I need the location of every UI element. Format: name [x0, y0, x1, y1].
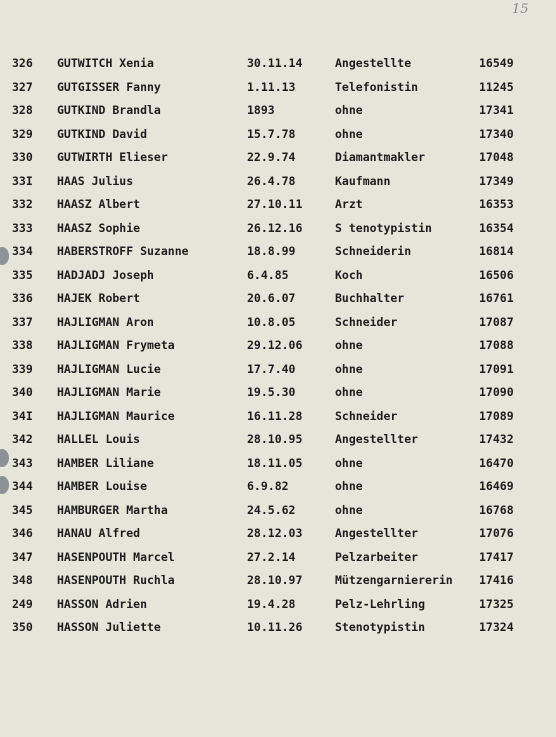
register-list [0, 52, 556, 640]
occupation: Koch [335, 267, 363, 282]
occupation: Diamantmakler [335, 150, 426, 164]
person-name: GUTWITCH Xenia [57, 56, 154, 70]
record-id: 17416 [479, 573, 514, 587]
birth-date: 19.5.30 [247, 385, 296, 399]
person-name: HADJADJ Joseph [57, 267, 154, 282]
birth-date: 1893 [247, 103, 275, 117]
occupation: ohne [335, 479, 363, 493]
occupation: Schneiderin [335, 244, 412, 258]
occupation: ohne [335, 385, 363, 399]
person-name: HAJLIGMAN Aron [57, 314, 154, 329]
person-name: HAJLIGMAN Marie [57, 385, 161, 399]
record-id: 17417 [479, 549, 514, 564]
birth-date: 10.11.26 [247, 620, 303, 634]
occupation: Pelzarbeiter [335, 549, 419, 564]
register-row [0, 287, 556, 311]
birth-date: 19.4.28 [247, 596, 296, 611]
birth-date: 29.12.06 [247, 338, 303, 352]
birth-date: 28.12.03 [247, 526, 303, 540]
occupation: Kaufmann [335, 173, 391, 188]
birth-date: 1.11.13 [247, 79, 296, 94]
occupation: Arzt [335, 197, 363, 211]
register-row [0, 569, 556, 593]
person-name: HABERSTROFF Suzanne [57, 244, 189, 258]
entry-number: 342 [12, 432, 33, 446]
entry-number: 333 [12, 220, 33, 235]
birth-date: 17.7.40 [247, 361, 296, 376]
page-number: 15 [512, 2, 529, 17]
register-row [0, 475, 556, 499]
birth-date: 27.2.14 [247, 549, 296, 564]
record-id: 17088 [479, 338, 514, 352]
entry-number: 345 [12, 502, 33, 517]
register-row [0, 358, 556, 382]
record-id: 17089 [479, 408, 514, 423]
entry-number: 347 [12, 549, 33, 564]
record-id: 17076 [479, 526, 514, 540]
record-id: 17340 [479, 126, 514, 141]
entry-number: 334 [12, 244, 33, 258]
register-row [0, 546, 556, 570]
entry-number: 344 [12, 479, 33, 493]
register-row [0, 311, 556, 335]
record-id: 17432 [479, 432, 514, 446]
record-id: 17349 [479, 173, 514, 188]
entry-number: 343 [12, 455, 33, 470]
person-name: GUTKIND Brandla [57, 103, 161, 117]
entry-number: 326 [12, 56, 33, 70]
person-name: HASENPOUTH Marcel [57, 549, 175, 564]
register-row [0, 593, 556, 617]
entry-number: 332 [12, 197, 33, 211]
register-row [0, 616, 556, 640]
occupation: Telefonistin [335, 79, 419, 94]
record-id: 16761 [479, 291, 514, 305]
occupation: Schneider [335, 314, 398, 329]
record-id: 16469 [479, 479, 514, 493]
occupation: Angestellter [335, 526, 419, 540]
occupation: ohne [335, 455, 363, 470]
entry-number: 339 [12, 361, 33, 376]
person-name: HAASZ Sophie [57, 220, 141, 235]
record-id: 17048 [479, 150, 514, 164]
person-name: HASSON Adrien [57, 596, 148, 611]
birth-date: 16.11.28 [247, 408, 303, 423]
person-name: HAJLIGMAN Maurice [57, 408, 175, 423]
birth-date: 15.7.78 [247, 126, 296, 141]
occupation: ohne [335, 103, 363, 117]
person-name: GUTWIRTH Elieser [57, 150, 168, 164]
register-row [0, 334, 556, 358]
record-id: 17087 [479, 314, 514, 329]
occupation: Schneider [335, 408, 398, 423]
birth-date: 22.9.74 [247, 150, 296, 164]
record-id: 17325 [479, 596, 514, 611]
occupation: Pelz-Lehrling [335, 596, 426, 611]
entry-number: 348 [12, 573, 33, 587]
occupation: S tenotypistin [335, 220, 432, 235]
entry-number: 346 [12, 526, 33, 540]
entry-number: 249 [12, 596, 33, 611]
entry-number: 33I [12, 173, 33, 188]
record-id: 16768 [479, 502, 514, 517]
person-name: HAASZ Albert [57, 197, 141, 211]
birth-date: 26.12.16 [247, 220, 303, 235]
birth-date: 27.10.11 [247, 197, 303, 211]
occupation: ohne [335, 361, 363, 376]
occupation: Buchhalter [335, 291, 405, 305]
person-name: HANAU Alfred [57, 526, 141, 540]
birth-date: 26.4.78 [247, 173, 296, 188]
register-row [0, 52, 556, 76]
register-row [0, 499, 556, 523]
register-row [0, 217, 556, 241]
occupation: Stenotypistin [335, 620, 426, 634]
record-id: 16506 [479, 267, 514, 282]
register-row [0, 240, 556, 264]
entry-number: 330 [12, 150, 33, 164]
birth-date: 10.8.05 [247, 314, 296, 329]
register-row [0, 428, 556, 452]
birth-date: 28.10.95 [247, 432, 303, 446]
person-name: HAMBER Louise [57, 479, 148, 493]
register-row [0, 123, 556, 147]
register-row [0, 264, 556, 288]
register-row [0, 522, 556, 546]
birth-date: 30.11.14 [247, 56, 303, 70]
entry-number: 338 [12, 338, 33, 352]
entry-number: 329 [12, 126, 33, 141]
person-name: HAMBER Liliane [57, 455, 154, 470]
register-row [0, 405, 556, 429]
entry-number: 336 [12, 291, 33, 305]
register-row [0, 381, 556, 405]
person-name: HASSON Juliette [57, 620, 161, 634]
register-row [0, 452, 556, 476]
birth-date: 28.10.97 [247, 573, 303, 587]
entry-number: 327 [12, 79, 33, 94]
person-name: GUTKIND David [57, 126, 148, 141]
record-id: 11245 [479, 79, 514, 94]
birth-date: 24.5.62 [247, 502, 296, 517]
entry-number: 328 [12, 103, 33, 117]
entry-number: 350 [12, 620, 33, 634]
person-name: HAMBURGER Martha [57, 502, 168, 517]
occupation: ohne [335, 126, 363, 141]
record-id: 17090 [479, 385, 514, 399]
birth-date: 18.11.05 [247, 455, 303, 470]
entry-number: 34I [12, 408, 33, 423]
entry-number: 340 [12, 385, 33, 399]
person-name: HAJLIGMAN Frymeta [57, 338, 175, 352]
occupation: Angestellter [335, 432, 419, 446]
register-row [0, 193, 556, 217]
register-row [0, 170, 556, 194]
record-id: 16353 [479, 197, 514, 211]
record-id: 16549 [479, 56, 514, 70]
person-name: HAJEK Robert [57, 291, 141, 305]
register-row [0, 146, 556, 170]
record-id: 17091 [479, 361, 514, 376]
occupation: ohne [335, 502, 363, 517]
birth-date: 20.6.07 [247, 291, 296, 305]
entry-number: 337 [12, 314, 33, 329]
record-id: 17341 [479, 103, 514, 117]
birth-date: 6.9.82 [247, 479, 289, 493]
record-id: 16470 [479, 455, 514, 470]
person-name: HAAS Julius [57, 173, 134, 188]
birth-date: 18.8.99 [247, 244, 296, 258]
person-name: HALLEL Louis [57, 432, 141, 446]
entry-number: 335 [12, 267, 33, 282]
record-id: 16354 [479, 220, 514, 235]
birth-date: 6.4.85 [247, 267, 289, 282]
person-name: HASENPOUTH Ruchla [57, 573, 175, 587]
record-id: 16814 [479, 244, 514, 258]
register-row [0, 99, 556, 123]
register-row [0, 76, 556, 100]
person-name: GUTGISSER Fanny [57, 79, 161, 94]
occupation: ohne [335, 338, 363, 352]
occupation: Mützengarniererin [335, 573, 453, 587]
record-id: 17324 [479, 620, 514, 634]
occupation: Angestellte [335, 56, 412, 70]
person-name: HAJLIGMAN Lucie [57, 361, 161, 376]
